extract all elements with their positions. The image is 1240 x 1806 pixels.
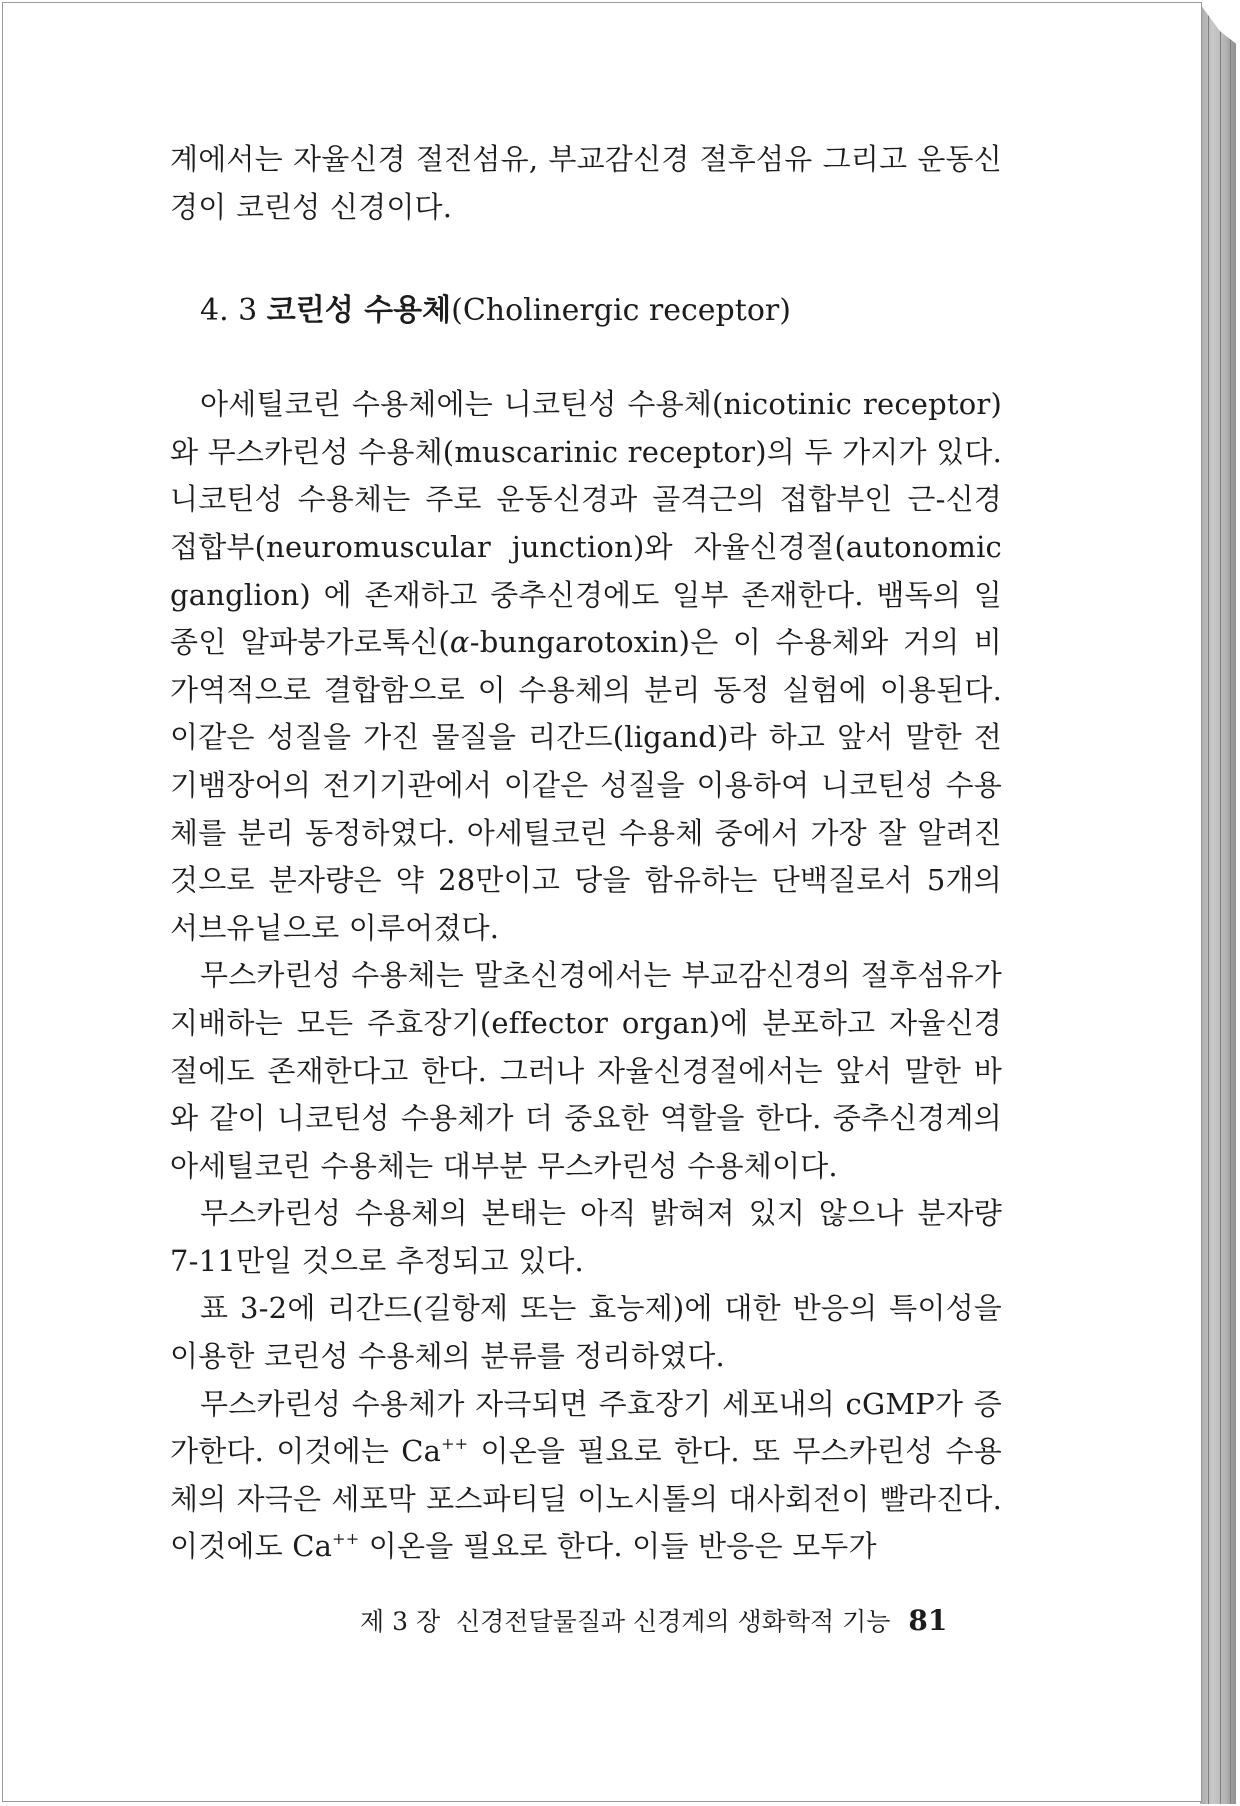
section-title-korean: 코린성 수용체 (266, 293, 452, 329)
page-number: 81 (908, 1604, 948, 1637)
running-footer (360, 1604, 960, 1639)
page-fore-edge (1200, 4, 1236, 1804)
edge-line (1220, 4, 1221, 1804)
paragraph-cgmp (170, 1381, 1002, 1571)
paragraph-text: 무스카린성 수용체가 자극되면 주효장기 세포내의 cGMP가 증가한다. 이것에는 Ca (170, 1386, 1002, 1469)
paragraph-text: 아세틸코린 수용체에는 니코틴성 수용체(nicotinic receptor)와 무스카린성 수용체(muscarinic receptor)의 두 가지가 있다. 니코틴성 수용체는 주로 운동신경과 골격근의 접합부인 근-신경 접합부(neuromuscular junction)와 자율신경절(autonomic ganglion) 에 존재하고 중추신경에도 일부 존재한다. 뱀독의 일종인 알파붕가로톡신( (170, 387, 1002, 660)
paragraph-nicotinic (170, 381, 1002, 952)
paragraph-text: 이온을 필요로 한다. 또 무스카린성 수용체의 자극은 세포막 포스파티딜 이노시톨의 대사회전이 빨라진다. 이것에도 Ca (170, 1434, 1002, 1564)
section-heading (200, 291, 1002, 331)
spacer (170, 331, 1002, 381)
paragraph-muscarinic-nature: 무스카린성 수용체의 본태는 아직 밝혀져 있지 않으나 분자량 7-11만일 것으로 추정되고 있다. (170, 1196, 1002, 1278)
superscript-charge: ++ (441, 1434, 469, 1454)
superscript-charge: ++ (332, 1529, 360, 1549)
edge-line (1208, 4, 1209, 1804)
paragraph-text: -bungarotoxin)은 이 수용체와 거의 비가역적으로 결합함으로 이 수용체의 분리 동정 실험에 이용된다. 이같은 성질을 가진 물질을 리간드(ligand)라 하고 앞서 말한 전기뱀장어의 전기기관에서 이같은 성질을 이용하여 니코틴성 수용체를 분리 동정하였다. 아세틸코린 수용체 중에서 가장 잘 알려진 것으로 분자량은 약 28만이고 당을 함유하는 단백질로서 5개의 서브유닡으로 이루어졌다. (170, 625, 1002, 945)
paragraph-text: 이온을 필요로 한다. 이들 반응은 모두가 (359, 1529, 877, 1564)
paragraph-classification: 표 3-2에 리간드(길항제 또는 효능제)에 대한 반응의 특이성을 이용한 코린성 수용체의 분류를 정리하였다. (170, 1291, 1002, 1374)
spacer (170, 231, 1002, 291)
intro-paragraph: 계에서는 자율신경 절전섬유, 부교감신경 절후섬유 그리고 운동신경이 코린성 신경이다. (170, 142, 1002, 224)
section-number: 4. 3 (200, 293, 258, 329)
chapter-title: 제 3 장 신경전달물질과 신경계의 생화학적 기능 (360, 1607, 891, 1636)
page-body (170, 136, 1002, 1571)
section-title-english: (Cholinergic receptor) (451, 293, 791, 329)
alpha-symbol: α (449, 625, 470, 660)
edge-line (1230, 4, 1231, 1804)
paragraph-muscarinic: 무스카린성 수용체는 말초신경에서는 부교감신경의 절후섬유가 지배하는 모든 주효장기(effector organ)에 분포하고 자율신경절에도 존재한다고 한다. 그러나 자율신경절에서는 앞서 말한 바와 같이 니코틴성 수용체가 더 중요한 역할을 한다. 중추신경계의 아세틸코린 수용체는 대부분 무스카린성 수용체이다. (170, 958, 1002, 1183)
